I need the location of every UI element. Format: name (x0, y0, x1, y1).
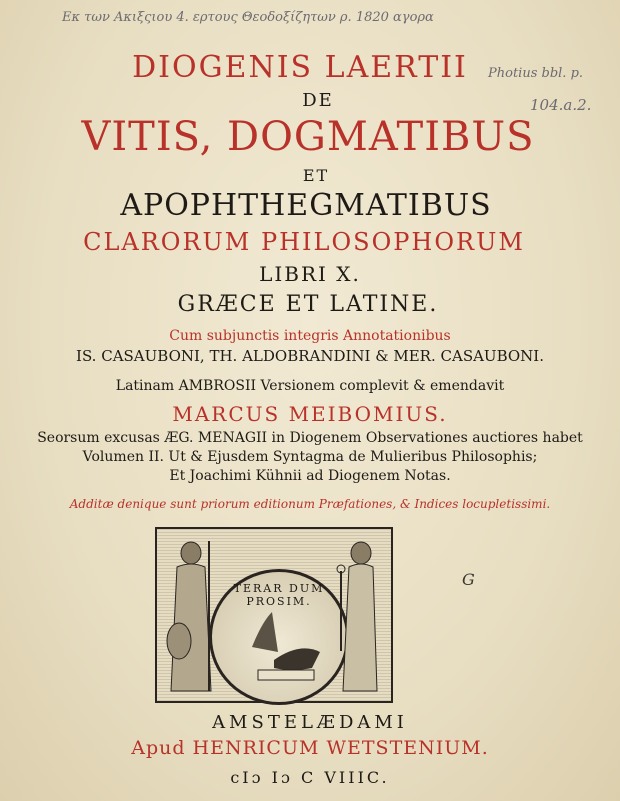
editors-line: IS. CASAUBONI, TH. ALDOBRANDINI & MER. CASAUBONI. (76, 347, 544, 365)
imprint-year: cIɔ Iɔ C VIIIC. (230, 768, 390, 787)
additae-line: Additæ denique sunt priorum editionum Præfationes, & Indices locupletissimi. (69, 497, 551, 511)
margin-mark: G (462, 570, 475, 589)
joachimi-line: Et Joachimi Kühnii ad Diogenem Notas. (169, 468, 451, 484)
title-de: DE (302, 90, 334, 111)
imprint-city: AMSTELÆDAMI (212, 712, 408, 733)
minerva-figure (159, 531, 219, 701)
imprint-publisher: Apud HENRICUM WETSTENIUM. (131, 737, 489, 759)
title-libri: LIBRI X. (259, 262, 361, 286)
title-et: ET (302, 166, 330, 185)
title-apophthegmatibus: APOPHTHEGMATIBUS (120, 188, 492, 223)
handwritten-note-top: Εκ των Ακιξςιου 4. ερτους Θεοδοξίζητων ρ. 1820 αγορα (62, 10, 434, 25)
seorsum-line: Seorsum excusas ÆG. MENAGII in Diogenem Observationes auctiores habet (37, 430, 583, 446)
printers-emblem (155, 527, 393, 703)
title-clarorum: CLARORUM PHILOSOPHORUM (83, 228, 525, 256)
mercury-figure (333, 531, 393, 701)
title-graece: GRÆCE ET LATINE. (177, 292, 439, 317)
hand-and-whetstone (212, 572, 346, 702)
emblem-motto: TERAR DUM PROSIM. (233, 582, 325, 608)
author-name: DIOGENIS LAERTII (132, 50, 468, 85)
volumen-line: Volumen II. Ut & Ejusdem Syntagma de Mulieribus Philosophis; (82, 449, 538, 465)
medallion (209, 569, 349, 705)
handwritten-note-right-1: Photius bbl. p. (488, 66, 584, 81)
title-vitis: VITIS, DOGMATIBUS (81, 114, 535, 160)
annotationes-line: Cum subjunctis integris Annotationibus (169, 328, 451, 344)
meibomius-line: MARCUS MEIBOMIUS. (172, 402, 448, 426)
latinam-line: Latinam AMBROSII Versionem complevit & emendavit (115, 378, 505, 394)
handwritten-note-right-2: 104.a.2. (530, 96, 592, 114)
